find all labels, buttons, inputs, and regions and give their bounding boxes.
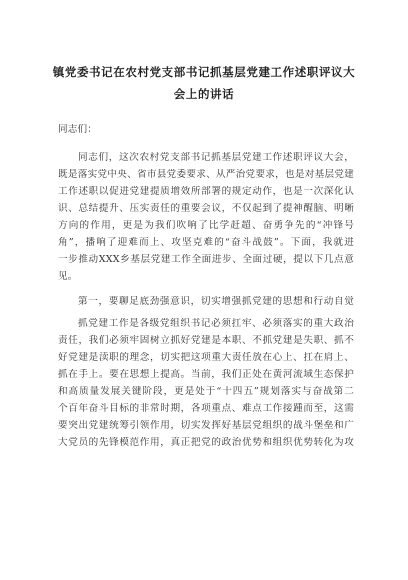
paragraph-line: 既是落实党中央、省市县党委要求、从严治党要求，也是对基层党建 <box>58 169 354 180</box>
paragraph-line: 一步推动XXX乡基层党建工作全面进步、全面过硬，提以下几点意 <box>58 254 354 265</box>
paragraph-line: 抓党建工作是各级党组织书记必须扛牢、必须落实的重大政治 <box>78 318 354 329</box>
paragraph-line: 工作述职以促进党建提质增效所部署的规定动作，也是一次深化认 <box>58 186 354 197</box>
paragraph-line: 和高质量发展关键阶段，更是处于“十四五”规划落实与奋战第二 <box>58 386 354 397</box>
section-heading: 第一，要聊足底劲强意识，切实增强抓党建的思想和行动自觉 <box>78 296 354 307</box>
salutation: 同志们： <box>58 124 97 135</box>
paragraph-line: 大党员的先锋模范作用，真正把党的政治优势和组织优势转化为攻 <box>58 437 354 448</box>
paragraph-line: 责任，我们必须牢固树立抓好党建是本职、不抓党建是失职、抓不 <box>58 335 354 346</box>
paragraph-line: 见。 <box>58 271 78 282</box>
paragraph-line: 同志们，这次农村党支部书记抓基层党建工作述职评议大会， <box>78 152 354 163</box>
paragraph-line: 角”，播响了迎难而上、攻坚克难的“奋斗战鼓”。下面，我就进 <box>58 237 354 248</box>
paragraph-line: 要突出党建统筹引领作用，切实发挥好基层党组织的战斗堡垒和广 <box>58 420 354 431</box>
paragraph-line: 个百年奋斗目标的非常时期，各项重点、难点工作接踵而至，这需 <box>58 403 354 414</box>
paragraph-line: 识、总结提升、压实责任的重要会议，不仅起到了提神醒脑、明晰 <box>58 203 354 214</box>
paragraph-line: 方向的作用，更是为我们吹响了比学赶超、奋勇争先的“冲锋号 <box>58 220 354 231</box>
document-title-line-2: 会上的讲话 <box>173 87 235 101</box>
document-title-line-1: 镇党委书记在农村党支部书记抓基层党建工作述职评议大 <box>52 65 356 79</box>
paragraph-line: 好党建是渎职的理念，切实把这项重大责任放在心上、扛在肩上、 <box>58 352 354 363</box>
paragraph-line: 抓在手上。要在思想上提高。当前，我们正处在黄河流域生态保护 <box>58 369 354 380</box>
